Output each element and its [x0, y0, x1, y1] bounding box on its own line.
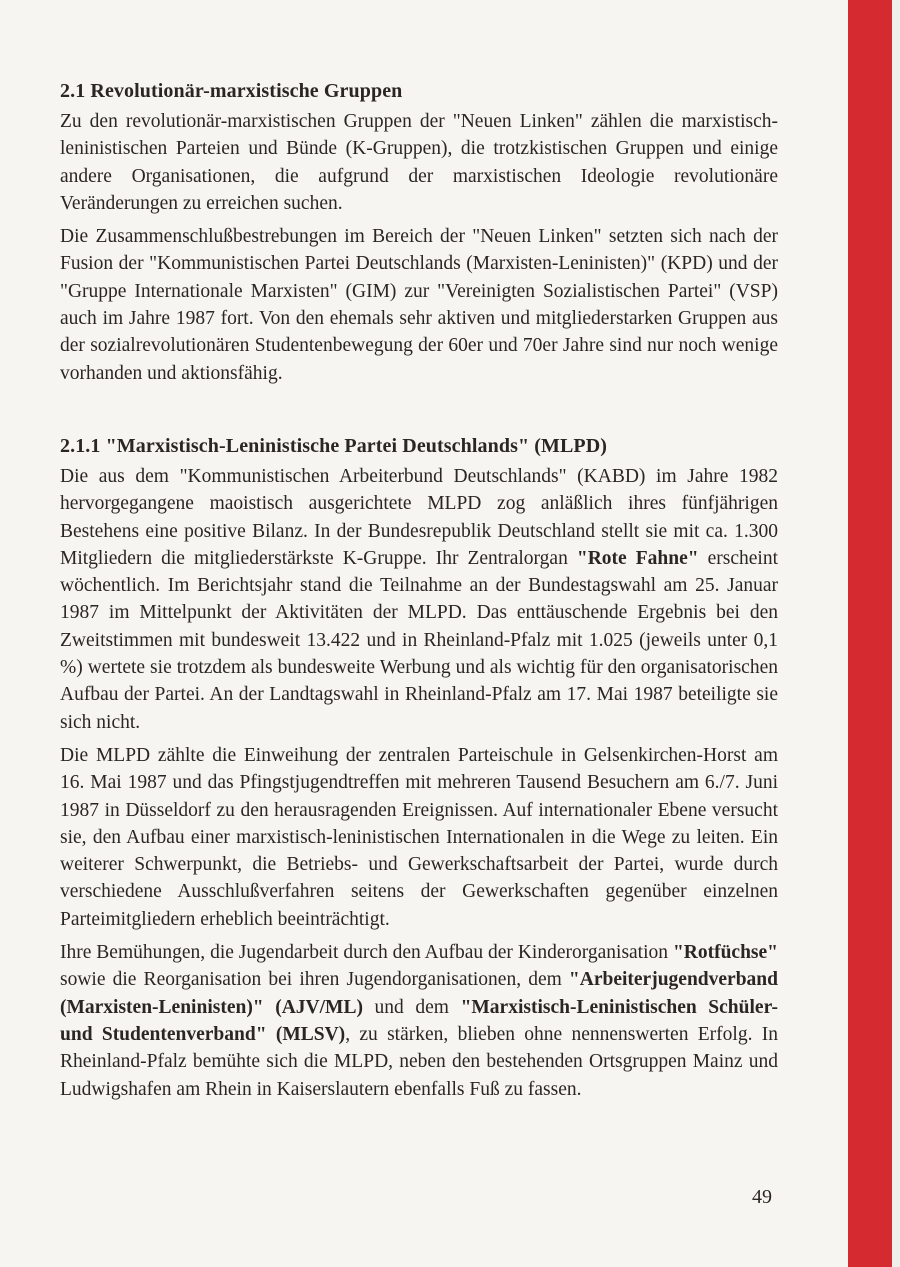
- text-span: und dem: [362, 996, 461, 1018]
- bold-term-rote-fahne: "Rote Fahne": [576, 547, 699, 569]
- text-span: Ihre Bemühungen, die Jugendarbeit durch den Aufbau der Kinderorganisation: [60, 942, 673, 964]
- text-span: sowie die Reorganisation bei ihren Jugendorganisationen, dem: [60, 969, 569, 991]
- section-heading-2-1: 2.1 Revolutionär-marxistische Gruppen: [60, 80, 403, 102]
- text-span: Die aus dem "Kommunistischen Arbeiterbund Deutschlands" (KABD) im Jahre 1982 hervorgegangene maoistisch ausgerichtete MLPD zog anläßlich ihres fünfjährigen Bestehens eine positive Bilanz. In der Bundesrepublik Deutschland stellt sie mit ca. 1.300 Mitgliedern die mitgliederstärkste K-Gruppe. Ihr Zentralorgan: [60, 465, 778, 569]
- page-number: 49: [752, 1186, 772, 1208]
- bold-term-rotfuechse: "Rotfüchse": [672, 942, 778, 964]
- section-heading-2-1-1: 2.1.1 "Marxistisch-Leninistische Partei Deutschlands" (MLPD): [60, 434, 608, 457]
- paragraph-mlpd-youth: [60, 939, 778, 1103]
- page-content: [60, 78, 778, 1103]
- text-span: , zu stärken, blieben ohne nennenswerten Erfolg. In Rheinland-Pfalz bemühte sich die MLPD, neben den bestehenden Ortsgruppen Mainz und Ludwigshafen am Rhein in Kaiserslautern ebenfalls Fuß zu fassen.: [60, 1023, 779, 1100]
- bold-term-ajv-ml: "Arbeiterjugendverband (Marxisten-Leninisten)" (AJV/ML): [60, 969, 778, 1018]
- paragraph-mlpd-events: Die MLPD zählte die Einweihung der zentralen Parteischule in Gelsenkirchen-Horst am 16. Mai 1987 und das Pfingstjugendtreffen mit mehreren Tausend Besuchern am 6./7. Juni 1987 in Düsseldorf zu den herausragenden Ereignissen. Auf internationaler Ebene versucht sie, den Aufbau einer marxistisch-leninistischen Internationalen in die Wege zu leiten. Ein weiterer Schwerpunkt, die Betriebs- und Gewerkschaftsarbeit der Partei, wurde durch verschiedene Ausschlußverfahren seitens der Gewerkschaften gegenüber einzelnen Parteimitgliedern erheblich beeinträchtigt.: [60, 744, 778, 930]
- paragraph-2-1-fusion: Die Zusammenschlußbestrebungen im Bereich der "Neuen Linken" setzten sich nach der Fusion der "Kommunistischen Partei Deutschlands (Marxisten-Leninisten)" (KPD) und der "Gruppe Internationale Marxisten" (GIM) zur "Vereinigten Sozialistischen Partei" (VSP) auch im Jahre 1987 fort. Von den ehemals sehr aktiven und mitgliederstarken Gruppen aus der sozialrevolutionären Studentenbewegung der 60er und 70er Jahre sind nur noch wenige vorhanden und aktionsfähig.: [60, 226, 778, 384]
- text-span: erscheint wöchentlich. Im Berichtsjahr stand die Teilnahme an der Bundestagswahl am 25. Januar 1987 im Mittelpunkt der Aktivitäten der MLPD. Das enttäuschende Ergebnis bei den Zweitstimmen mit bundesweit 13.422 und in Rheinland-Pfalz mit 1.025 (jeweils unter 0,1 %) wertete sie trotzdem als bundesweite Werbung und als wichtig für den organisatorischen Aufbau der Partei. An der Landtagswahl in Rheinland-Pfalz am 17. Mai 1987 beteiligte sie sich nicht.: [60, 547, 778, 733]
- paragraph-mlpd-overview: [60, 463, 778, 736]
- page-edge: [892, 0, 900, 1267]
- paragraph-2-1-intro: Zu den revolutionär-marxistischen Gruppen der "Neuen Linken" zählen die marxistisch-leninistischen Parteien und Bünde (K-Gruppen), die trotzkistischen Gruppen und einige andere Organisationen, die aufgrund der marxistischen Ideologie revolutionäre Veränderungen zu erreichen suchen.: [60, 111, 778, 214]
- red-margin-bar: [848, 0, 892, 1267]
- bold-term-mlsv: "Marxistisch-Leninistischen Schüler- und Studentenverband" (MLSV): [60, 996, 778, 1045]
